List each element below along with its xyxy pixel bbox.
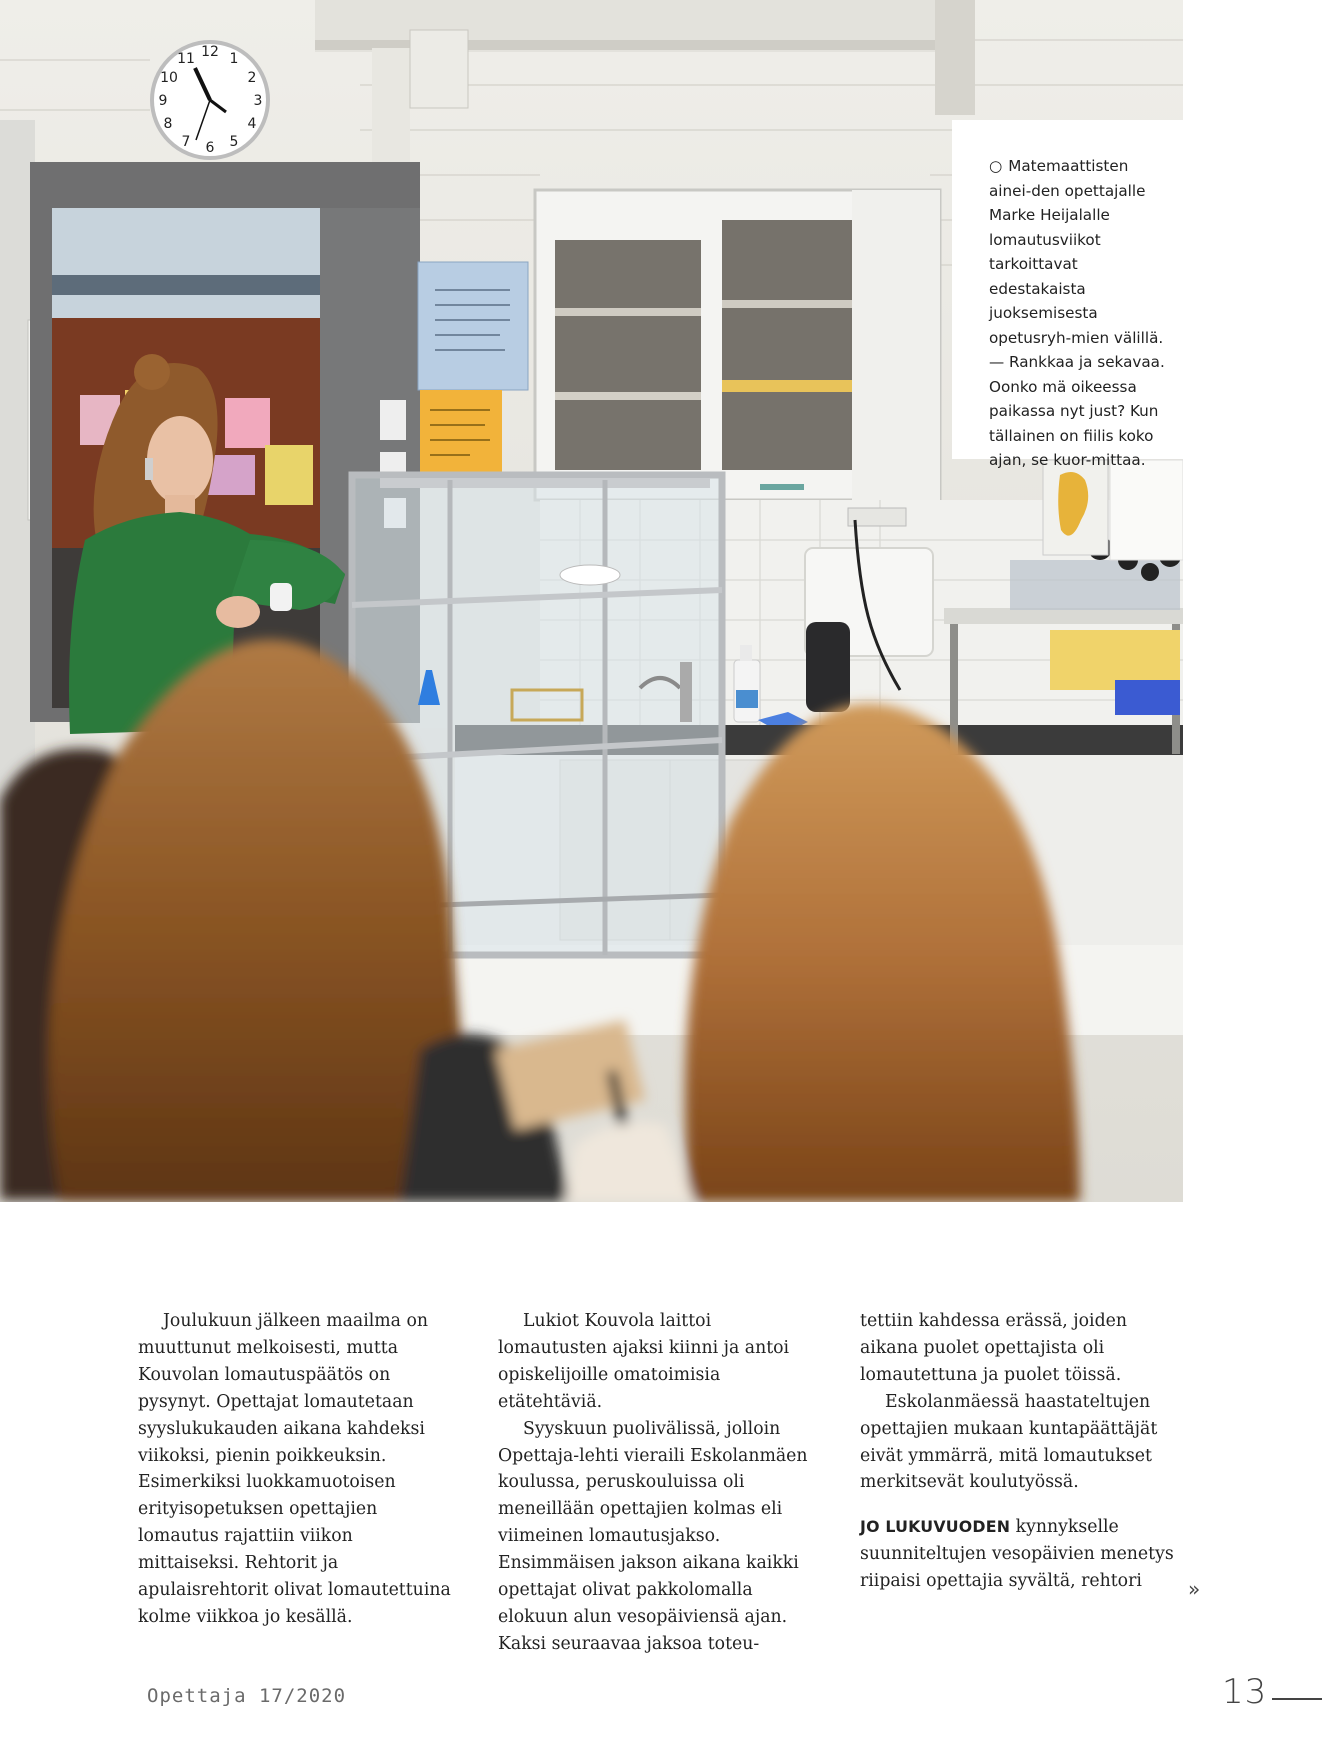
caption-bullet: ○: [989, 157, 1003, 175]
clock-number-3: 3: [253, 93, 263, 109]
clock-number-7: 7: [181, 134, 191, 150]
article-column-1: [138, 1308, 454, 1631]
clock-number-6: 6: [205, 140, 215, 156]
article-column-2: [498, 1308, 814, 1658]
clock-number-4: 4: [247, 116, 257, 132]
continue-arrow-icon: »: [1188, 1577, 1201, 1601]
magazine-issue: Opettaja 17/2020: [147, 1685, 347, 1707]
photo-caption: [952, 120, 1183, 469]
column1-paragraph-1: Joulukuun jälkeen maailma on muuttunut melkoisesti, mutta Kouvolan lomautuspäätös on pysynyt. Opettajat lomautetaan syyslukukauden aikana kahdeksi viikoksi, pienin poikkeuksin. Esimerkiksi luokkamuotoisen erityisopetuksen opettajien lomautus rajattiin viikon mittaiseksi. Rehtorit ja apulaisrehtorit olivat lomautettuina kolme viikkoa jo kesällä.: [138, 1311, 451, 1627]
wall-cabinet: [535, 190, 940, 500]
clock-number-11: 11: [177, 51, 195, 67]
caption-text: Matemaattisten ainei-den opettajalle Marke Heijalalle lomautusviikot tarkoittavat edestakaista juoksemisesta opetusryh-mien välillä. — Rankkaa ja sekavaa. Oonko mä oikeessa paikassa nyt just? Kun tällainen on fiilis koko ajan, se kuor-mittaa.: [989, 157, 1165, 469]
column3-paragraph-3-text: kynnykselle suunniteltujen vesopäivien menetys riipaisi opettajia syvältä, rehtori: [860, 1517, 1174, 1592]
clock-number-10: 10: [160, 70, 178, 86]
column3-paragraph-3: [860, 1514, 1176, 1595]
clock-number-8: 8: [163, 116, 173, 132]
column3-paragraph-2: Eskolanmäessä haastateltujen opettajien mukaan kuntapäättäjät eivät ymmärrä, mitä lomautukset merkitsevät koulutyössä.: [860, 1391, 1158, 1493]
clock-number-9: 9: [158, 93, 168, 109]
column3-paragraph-1: tettiin kahdessa erässä, joiden aikana puolet opettajista oli lomautettuna ja puolet töissä.: [860, 1311, 1127, 1385]
column3-lead-in: JO LUKUVUODEN: [860, 1517, 1011, 1537]
clock-number-5: 5: [229, 134, 239, 150]
clock-number-12: 12: [201, 44, 219, 60]
wall-clock: [152, 42, 268, 158]
page-number-rule: [1272, 1698, 1322, 1700]
column2-paragraph-2: Syyskuun puolivälissä, jolloin Opettaja-lehti vieraili Eskolanmäen koulussa, peruskouluissa oli meneillään opettajien kolmas eli viimeinen lomautusjakso. Ensimmäisen jakson aikana kaikki opettajat olivat pakkolomalla elokuun alun vesopäiviensä ajan. Kaksi seuraavaa jaksoa toteu-: [498, 1418, 808, 1654]
clock-number-1: 1: [229, 51, 239, 67]
page-number: 13: [1222, 1672, 1268, 1712]
column2-paragraph-1: Lukiot Kouvola laittoi lomautusten ajaksi kiinni ja antoi opiskelijoille omatoimisia etätehtäviä.: [498, 1311, 790, 1412]
article-column-3: [860, 1308, 1176, 1595]
clock-number-2: 2: [247, 70, 257, 86]
